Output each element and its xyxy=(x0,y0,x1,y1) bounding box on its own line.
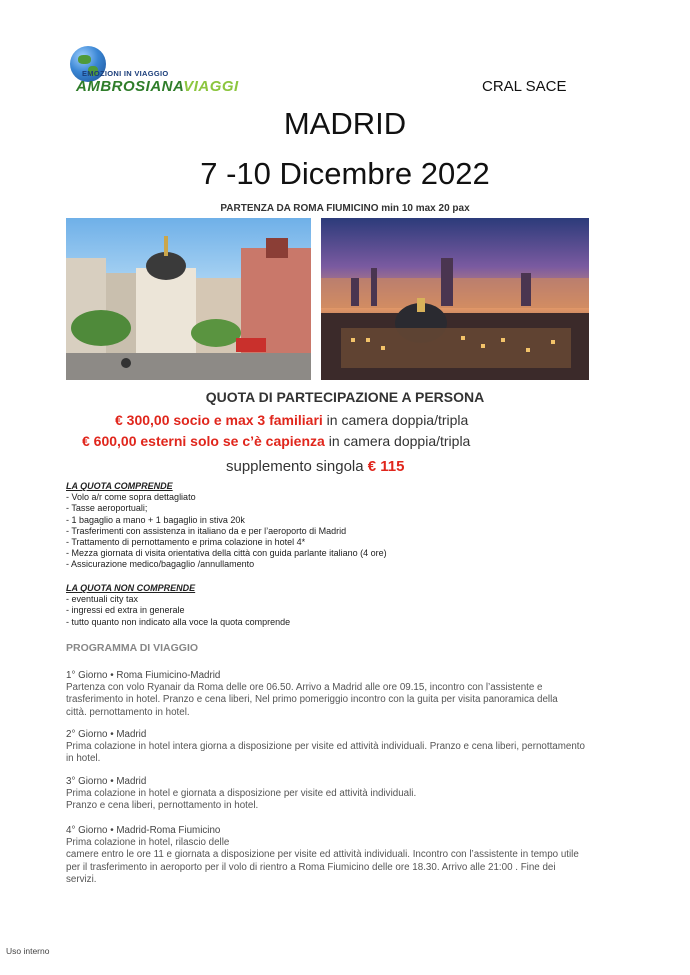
list-item: - tutto quanto non indicato alla voce la quota comprende xyxy=(66,616,291,627)
list-item: - Volo a/r come sopra dettagliato xyxy=(66,492,196,503)
day-title: 1° Giorno • Roma Fiumicino-Madrid xyxy=(66,670,221,681)
dates-title: 7 -10 Dicembre 2022 xyxy=(200,156,490,191)
quota-socio-price: € 300,00 socio e max 3 familiari xyxy=(115,412,323,428)
skyline-scene-image xyxy=(321,218,589,380)
day-4 xyxy=(66,825,626,886)
list-item: - Assicurazione medico/bagaglio /annullamento xyxy=(66,559,255,570)
excludes-block xyxy=(66,583,290,628)
list-item: - Tasse aeroportuali; xyxy=(66,503,148,514)
madrid-night-photo xyxy=(321,218,589,380)
day-2 xyxy=(66,729,626,766)
list-item: - Trasferimenti con assistenza in italiano da e per l’aeroporto di Madrid xyxy=(66,525,347,536)
logo-tagline: EMOZIONI IN VIAGGIO xyxy=(82,69,169,78)
logo-brand xyxy=(76,78,239,95)
program-heading: PROGRAMMA DI VIAGGIO xyxy=(66,642,199,654)
day-text-line: città. pernottamento in hotel. xyxy=(66,706,190,718)
supplement-label: supplemento singola xyxy=(226,458,368,475)
footer-note: Uso interno xyxy=(6,946,50,956)
madrid-street-photo xyxy=(66,218,311,380)
day-title: 2° Giorno • Madrid xyxy=(66,729,147,740)
day-text-line: Partenza con volo Ryanair da Roma delle ore 06.50. Arrivo a Madrid alle ore 09.15, incontro con l’assistente e xyxy=(66,682,543,694)
quota-line-esterni xyxy=(82,433,470,449)
day-text-line: Prima colazione in hotel intera giorna a disposizione per visite ed attività individuali. Pranzo e cena liberi, pernottamento xyxy=(66,741,585,753)
day-title: 3° Giorno • Madrid xyxy=(66,776,147,787)
list-item: - eventuali city tax xyxy=(66,594,139,605)
excludes-heading: LA QUOTA NON COMPRENDE xyxy=(66,583,196,593)
quota-esterni-room: in camera doppia/tripla xyxy=(324,433,471,449)
day-text-line: trasferimento in hotel. Pranzo e cena liberi, Nel primo pomeriggio incontro con la guita per visita panoramica della xyxy=(66,694,558,706)
quota-line-socio xyxy=(115,412,468,428)
day-1 xyxy=(66,670,626,719)
includes-block xyxy=(66,481,387,571)
departure-line xyxy=(0,203,690,214)
list-item: - 1 bagaglio a mano + 1 bagaglio in stiva 20k xyxy=(66,514,245,525)
day-text-line: camere entro le ore 11 e giornata a disposizione per visite ed attività individuali. Incontro con l’assistente in tempo utile xyxy=(66,849,579,861)
day-text-line: in hotel. xyxy=(66,753,101,765)
street-scene-image xyxy=(66,218,311,380)
supplement-price: € 115 xyxy=(367,458,405,475)
supplement-line xyxy=(226,458,404,475)
quota-esterni-price: € 600,00 esterni solo se c’è capienza xyxy=(82,433,325,449)
day-3 xyxy=(66,776,626,813)
quota-title: QUOTA DI PARTECIPAZIONE A PERSONA xyxy=(205,389,485,405)
list-item: - Mezza giornata di visita orientativa della città con guida parlante italiano (4 ore) xyxy=(66,548,387,559)
departure-label: PARTENZA DA ROMA FIUMICINO xyxy=(220,203,379,214)
logo-brand-part2: VIAGGI xyxy=(183,78,239,95)
org-name: CRAL SACE xyxy=(482,78,567,95)
logo-brand-part1: AMBROSIANA xyxy=(76,78,184,95)
destination-title: MADRID xyxy=(283,106,407,141)
quota-socio-room: in camera doppia/tripla xyxy=(322,412,469,428)
list-item: - ingressi ed extra in generale xyxy=(66,605,185,616)
day-text-line: per il trasferimento in aeroporto per il volo di rientro a Roma Fiumicino delle ore 18.30. Arrivo alle 21:00 . Fine dei xyxy=(66,861,556,873)
list-item: - Trattamento di pernottamento e prima colazione in hotel 4* xyxy=(66,537,306,548)
day-text-line: servizi. xyxy=(66,873,97,885)
day-text-line: Prima colazione in hotel e giornata a disposizione per visite ed attività individuali. xyxy=(66,788,417,800)
day-text-line: Pranzo e cena liberi, pernottamento in hotel. xyxy=(66,800,259,812)
day-title: 4° Giorno • Madrid-Roma Fiumicino xyxy=(66,825,221,836)
departure-pax: min 10 max 20 pax xyxy=(381,203,470,214)
day-text-line: Prima colazione in hotel, rilascio delle xyxy=(66,837,230,849)
includes-heading: LA QUOTA COMPRENDE xyxy=(66,481,173,491)
